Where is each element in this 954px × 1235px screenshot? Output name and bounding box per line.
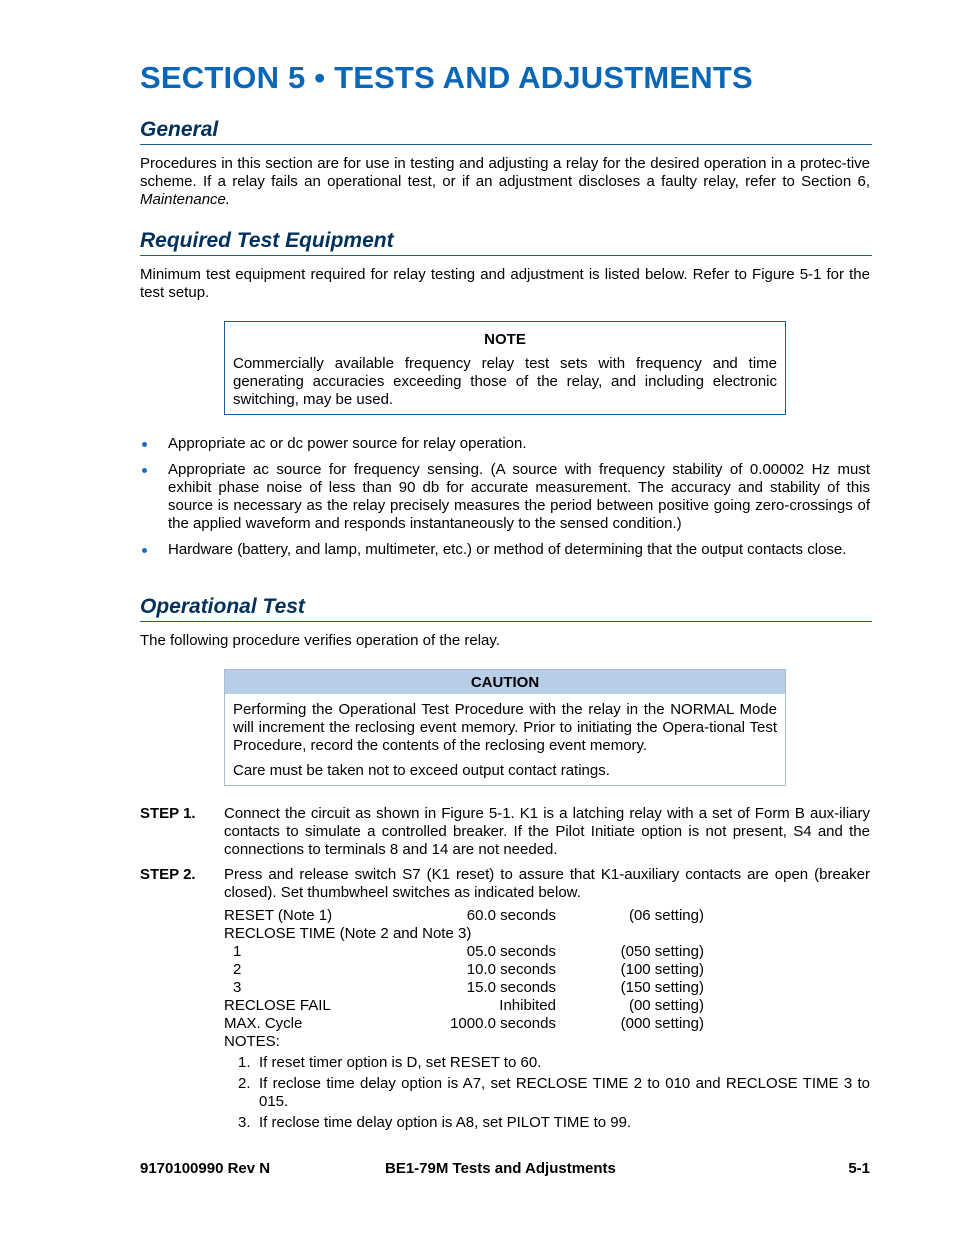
section-title: SECTION 5 • TESTS AND ADJUSTMENTS [140,60,753,95]
equipment-heading: Required Test Equipment [140,229,872,256]
setting-value: 1000.0 seconds [450,1015,556,1032]
notes-label-row [224,1033,704,1051]
general-paragraph [140,155,870,209]
list-item [140,461,870,533]
setting-code: (150 setting) [620,979,704,996]
setting-code: (06 setting) [628,907,704,924]
setting-code: (050 setting) [620,943,704,960]
list-item-text: Hardware (battery, and lamp, multimeter, etc.) or method of determining that the output contacts close. [168,541,847,558]
setting-name: RESET (Note 1) [224,907,333,924]
setting-code: (100 setting) [620,961,704,978]
operational-heading: Operational Test [140,595,872,622]
list-item-text: Appropriate ac or dc power source for relay operation. [168,435,527,452]
setting-code: (000 setting) [620,1015,704,1032]
step-1 [140,805,870,859]
setting-value: Inhibited [499,997,556,1014]
table-row [224,907,704,925]
table-row [224,961,704,979]
setting-code: (00 setting) [628,997,704,1014]
step-2 [140,866,870,902]
page-number: 5-1 [848,1160,870,1177]
setting-value: 60.0 seconds [466,907,556,924]
equipment-paragraph: Minimum test equipment required for relay testing and adjustment is listed below. Refer to Figure 5-1 for the test setup. [140,266,870,301]
bullet-icon [142,548,147,553]
doc-number: 9170100990 Rev N [140,1160,271,1177]
note-title: NOTE [484,331,526,348]
settings-table [224,907,704,1051]
note-number: 3. [238,1114,251,1131]
note-box [224,321,786,415]
general-heading: General [140,118,872,145]
caution-title: CAUTION [225,670,785,694]
setting-name: MAX. Cycle [224,1015,303,1032]
bullet-icon [142,442,147,447]
setting-name: RECLOSE TIME (Note 2 and Note 3) [224,925,472,942]
table-row [224,1015,704,1033]
bullet-icon [142,468,147,473]
notes-list [238,1054,870,1135]
list-item [238,1054,870,1072]
step-text: Press and release switch S7 (K1 reset) to assure that K1-auxiliary contacts are open (breaker closed). Set thumbwheel switches as indicated below. [224,866,870,901]
list-item [140,541,870,559]
equipment-list [140,435,870,567]
setting-name: 2 [233,961,242,978]
doc-title: BE1-79M Tests and Adjustments [385,1160,616,1177]
caution-box [224,669,786,786]
maintenance-reference: Maintenance. [140,191,231,208]
note-text: If reclose time delay option is A8, set PILOT TIME to 99. [259,1114,632,1131]
note-text: If reset timer option is D, set RESET to 60. [259,1054,542,1071]
table-row [224,925,704,943]
caution-text: Performing the Operational Test Procedure with the relay in the NORMAL Mode will increment the reclosing event memory. Prior to initiating the Opera-tional Test Procedure, record the contents of the reclosing event memory. [233,701,777,754]
step-text: Connect the circuit as shown in Figure 5-1. K1 is a latching relay with a set of Form B aux-iliary contacts to simulate a controlled breaker. If the Pilot Initiate option is not present, S4 and the connections to terminals 8 and 14 are not needed. [224,805,870,858]
list-item-text: Appropriate ac source for frequency sensing. (A source with frequency stability of 0.00002 Hz must exhibit phase noise of less than 90 db for accurate measurement. The accuracy and stability of this source is necessary as the relay precisely measures the period between positive going zero-crossings of the applied waveform and responds instantaneously to the sensed condition.) [168,461,870,532]
table-row [224,943,704,961]
setting-name: 1 [233,943,242,960]
setting-value: 05.0 seconds [466,943,556,960]
setting-value: 15.0 seconds [466,979,556,996]
note-text: Commercially available frequency relay test sets with frequency and time generating accuracies exceeding those of the relay, and including electronic switching, may be used. [233,355,777,408]
list-item [238,1075,870,1111]
notes-label: NOTES: [224,1033,280,1050]
table-row [224,997,704,1015]
note-text: If reclose time delay option is A7, set RECLOSE TIME 2 to 010 and RECLOSE TIME 3 to 015. [259,1075,870,1110]
note-number: 1. [238,1054,251,1071]
note-number: 2. [238,1075,251,1092]
step-label: STEP 1. [140,805,196,822]
table-row [224,979,704,997]
setting-value: 10.0 seconds [466,961,556,978]
list-item [140,435,870,453]
general-text: Procedures in this section are for use in testing and adjusting a relay for the desired operation in a protec-tive scheme. If a relay fails an operational test, or if an adjustment discloses a faulty relay, refer to Section 6, [140,155,870,190]
setting-name: RECLOSE FAIL [224,997,331,1014]
step-label: STEP 2. [140,866,196,883]
caution-text: Care must be taken not to exceed output contact ratings. [233,762,610,779]
list-item [238,1114,870,1132]
operational-paragraph: The following procedure verifies operation of the relay. [140,632,500,649]
setting-name: 3 [233,979,242,996]
